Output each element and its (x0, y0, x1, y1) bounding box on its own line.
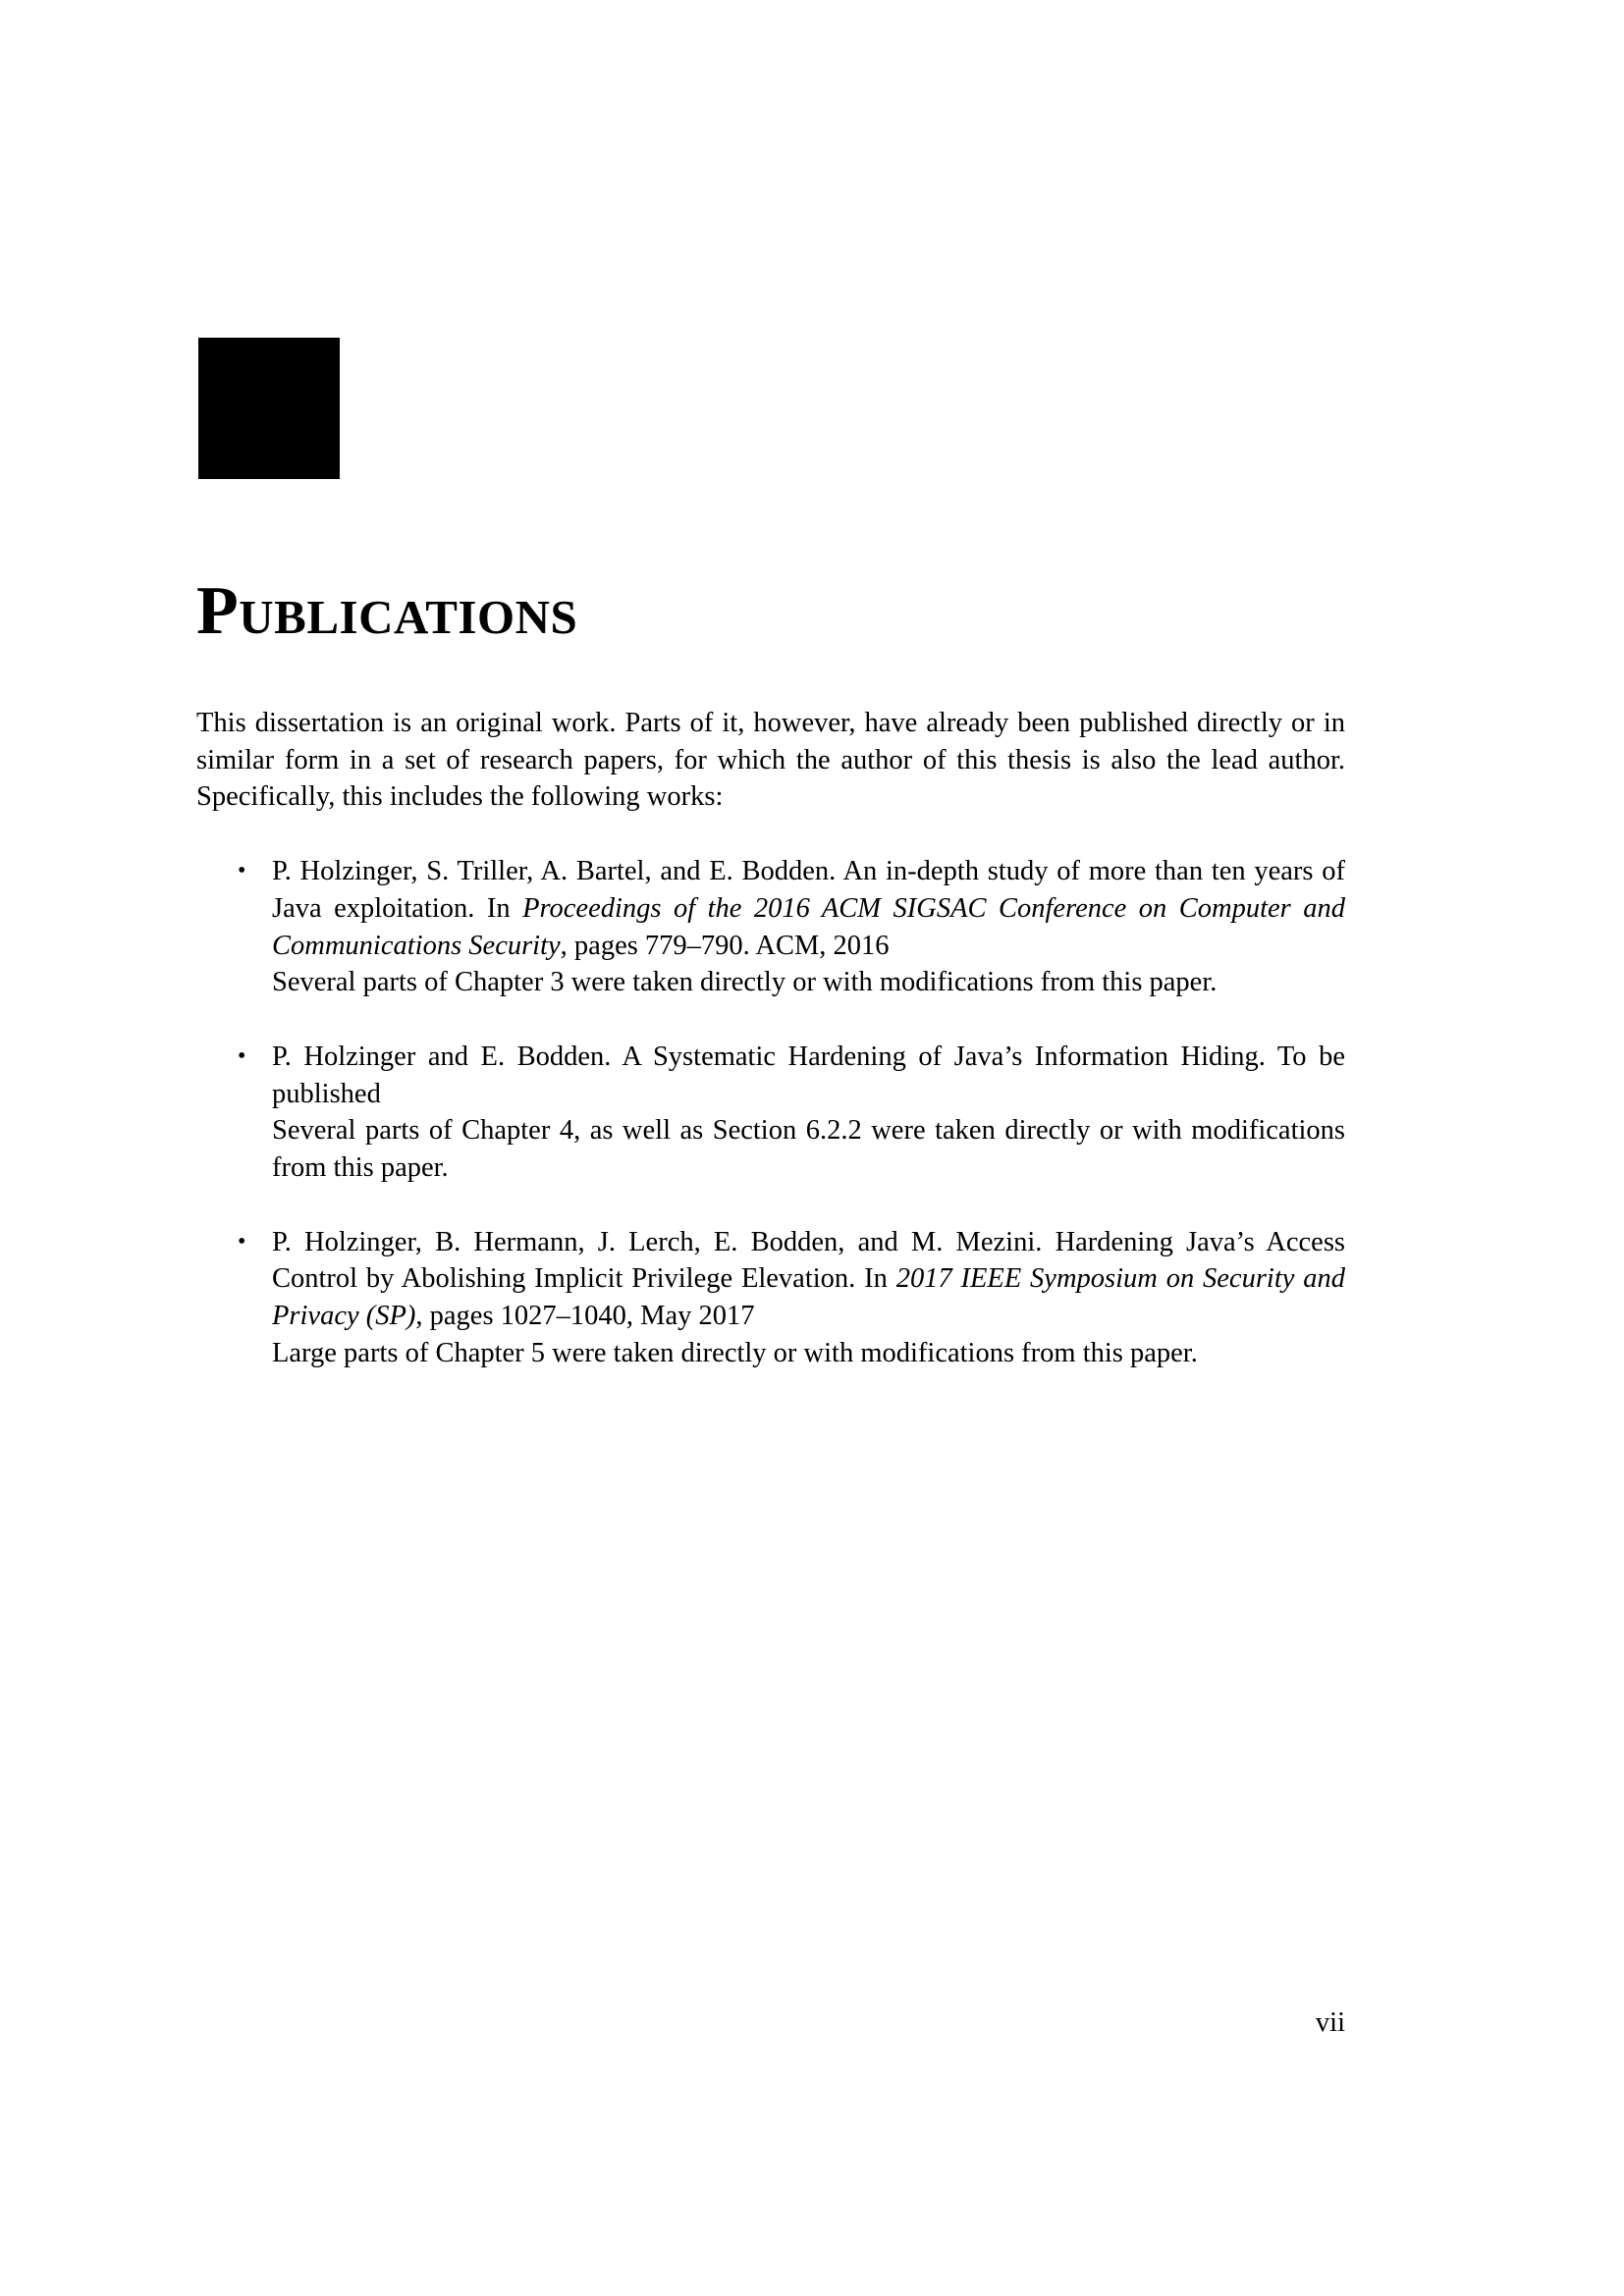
chapter-marker-block (198, 338, 340, 479)
citation-authors-title: P. Holzinger and E. Bodden. A Systematic Hardening of Java’s Information Hiding. To be published (272, 1041, 1345, 1109)
publication-list (196, 853, 1345, 1371)
citation-authors-title: P. Holzinger, S. Triller, A. Bartel, and E. Bodden. An in-depth study of more than ten years of Java exploitation. In (272, 856, 1345, 924)
citation-details: , pages 779–790. ACM, 2016 (560, 930, 890, 961)
citation-details: , pages 1027–1040, May 2017 (415, 1301, 755, 1332)
citation (272, 853, 1345, 964)
bullet-icon: • (238, 1042, 246, 1069)
citation (272, 1224, 1345, 1335)
bullet-icon: • (238, 858, 246, 884)
citation-venue: Proceedings of the 2016 ACM SIGSAC Conference on Computer and Communications Security (272, 892, 1345, 961)
intro-paragraph: This dissertation is an original work. Parts of it, however, have already been published directly or in similar form in a set of research papers, for which the author of this thesis is also the lead author. Specifically, this includes the following works: (196, 708, 1345, 813)
list-item (196, 1224, 1345, 1372)
publications-content (196, 705, 1345, 1410)
citation (272, 1039, 1345, 1112)
publication-note: Several parts of Chapter 3 were taken directly or with modifications from this paper. (272, 967, 1218, 998)
chapter-title: Publications (196, 573, 578, 649)
page-number: vii (1315, 2007, 1345, 2038)
list-item (196, 1039, 1345, 1187)
citation-authors-title: P. Holzinger, B. Hermann, J. Lerch, E. Bodden, and M. Mezini. Hardening Java’s Access Control by Abolishing Implicit Privilege Elevation. In (272, 1226, 1345, 1295)
list-item (196, 853, 1345, 1001)
publication-note: Several parts of Chapter 4, as well as Section 6.2.2 were taken directly or with modifications from this paper. (272, 1115, 1345, 1184)
publication-note: Large parts of Chapter 5 were taken directly or with modifications from this paper. (272, 1337, 1198, 1368)
citation-venue: 2017 IEEE Symposium on Security and Privacy (SP) (272, 1263, 1345, 1332)
bullet-icon: • (238, 1228, 246, 1255)
